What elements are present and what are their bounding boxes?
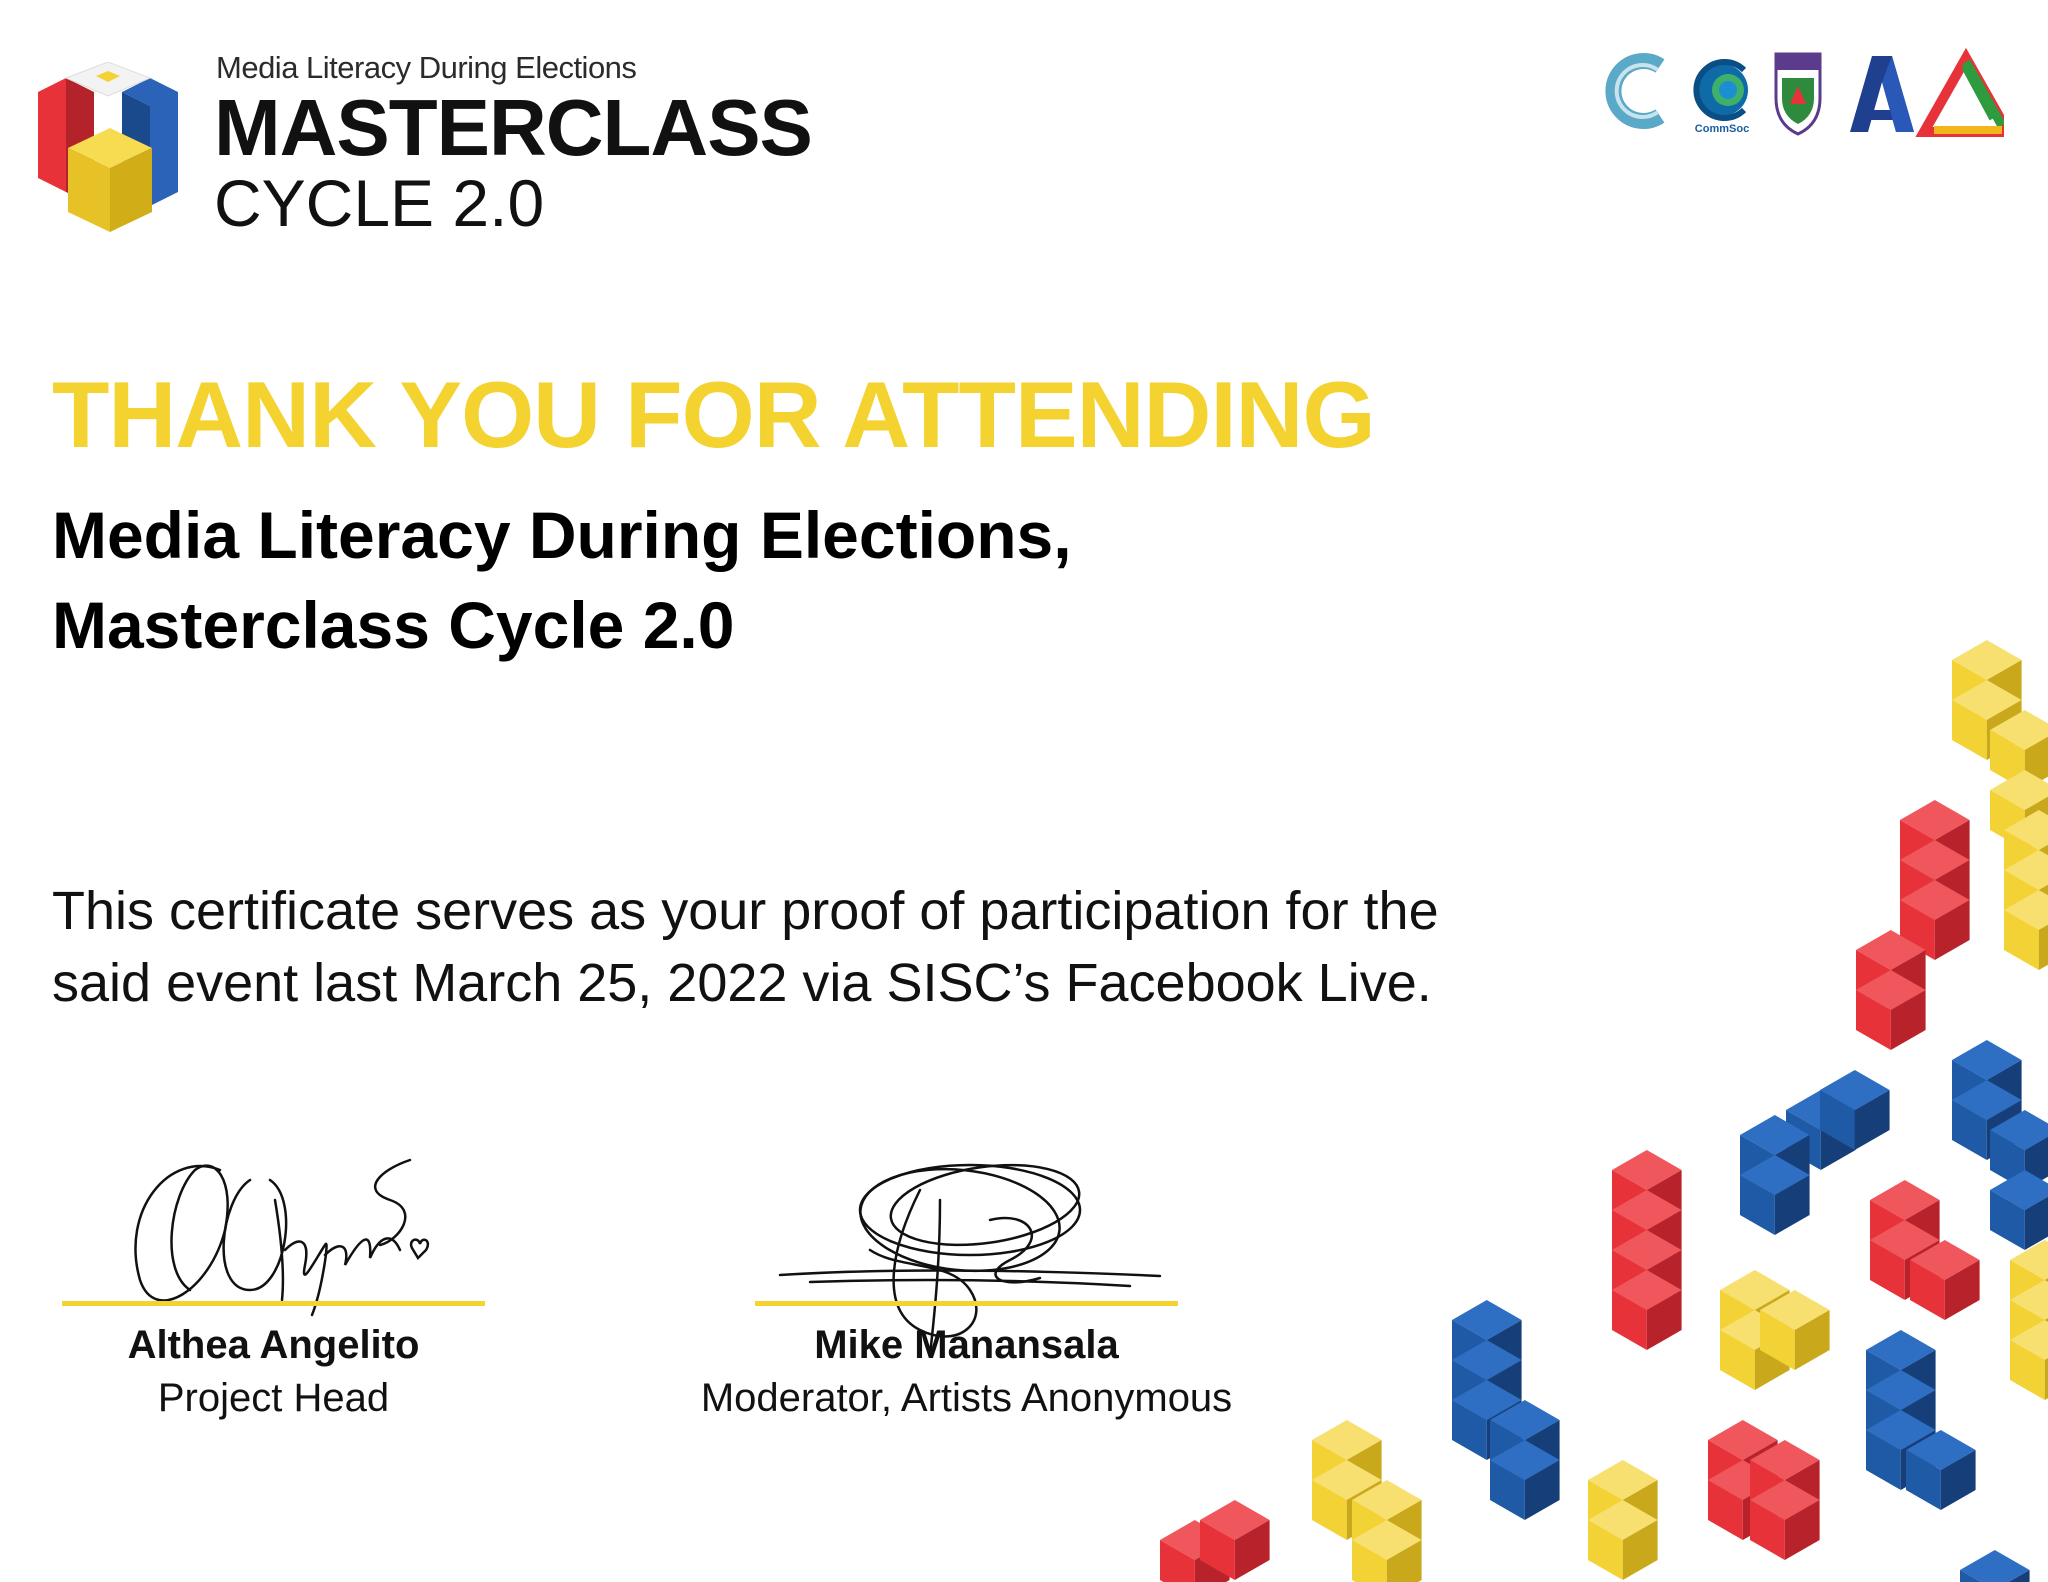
certificate-body-line-2: said event last March 25, 2022 via SISC’s Facebook Live.: [52, 953, 1432, 1013]
a-logo-icon: [1850, 56, 1914, 132]
signature-1-line: [62, 1301, 485, 1306]
signature-1-drawing: [100, 1140, 440, 1320]
event-title-line-1: Media Literacy During Elections,: [52, 498, 1072, 572]
certificate-heading: THANK YOU FOR ATTENDING: [52, 362, 1375, 467]
signatory-2-role: Moderator, Artists Anonymous: [700, 1376, 1233, 1420]
c-logo-icon: [1613, 61, 1660, 121]
logo-cycle: CYCLE 2.0: [214, 166, 545, 240]
svg-text:CommSoc: CommSoc: [1694, 123, 1750, 135]
decorative-blocks: [1120, 600, 2048, 1582]
commsoc-logo-icon: [1695, 62, 1749, 135]
signatory-1-role: Project Head: [157, 1376, 390, 1420]
logo-subtitle: Media Literacy During Elections: [216, 50, 637, 85]
certificate-body-line-1: This certificate serves as your proof of participation for the: [52, 881, 1439, 941]
logo-title: MASTERCLASS: [214, 83, 812, 172]
signature-2-line: [755, 1301, 1178, 1306]
triangle-logo-icon: [1924, 58, 2004, 132]
signatory-1-name: Althea Angelito: [127, 1323, 420, 1367]
partner-logos: [1604, 48, 2004, 138]
masterclass-logo-icon: [38, 62, 178, 240]
school-crest-logo-icon: [1776, 54, 1820, 134]
signatory-2-name: Mike Manansala: [814, 1323, 1119, 1367]
event-title-line-2: Masterclass Cycle 2.0: [52, 588, 735, 662]
